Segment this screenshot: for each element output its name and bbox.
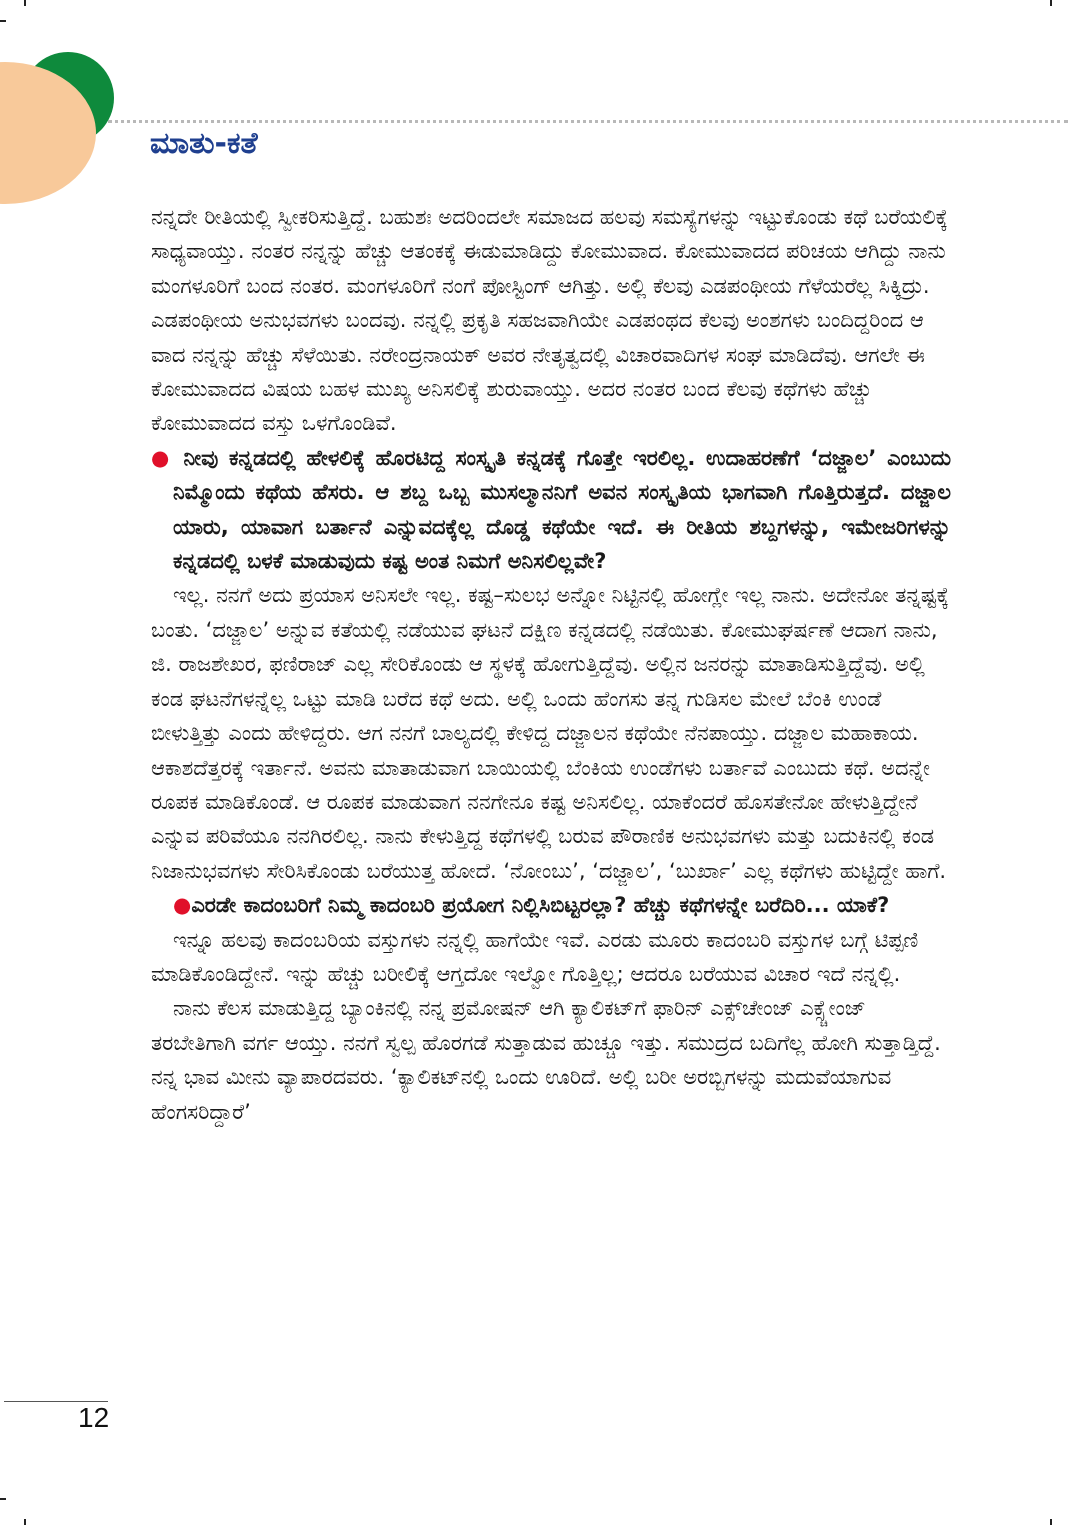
crop-mark-bottom-left bbox=[24, 1519, 26, 1525]
answer-paragraph: ಇಲ್ಲ. ನನಗೆ ಅದು ಪ್ರಯಾಸ ಅನಿಸಲೇ ಇಲ್ಲ. ಕಷ್ಟ–ಸುಲಭ ಅನ್ನೋ ನಿಟ್ಟಿನಲ್ಲಿ ಹೋಗ್ಲೇ ಇಲ್ಲ ನಾನು. ಅದೇನೋ ತನ್ನಷ್ಟಕ್ಕೆ ಬಂತು. ‘ದಜ್ಜಾಲ’ ಅನ್ನುವ ಕತೆಯಲ್ಲಿ ನಡೆಯುವ ಘಟನೆ ದಕ್ಷಿಣ ಕನ್ನಡದಲ್ಲಿ ನಡೆಯಿತು. ಕೋಮುಘರ್ಷಣೆ ಆದಾಗ ನಾನು, ಜಿ. ರಾಜಶೇಖರ, ಫಣಿರಾಜ್ ಎಲ್ಲ ಸೇರಿಕೊಂಡು ಆ ಸ್ಥಳಕ್ಕೆ ಹೋಗುತ್ತಿದ್ದೆವು. ಅಲ್ಲಿನ ಜನರನ್ನು ಮಾತಾಡಿಸುತ್ತಿದ್ದೆವು. ಅಲ್ಲಿ ಕಂಡ ಘಟನೆಗಳನ್ನೆಲ್ಲ ಒಟ್ಟು ಮಾಡಿ ಬರೆದ ಕಥೆ ಅದು. ಅಲ್ಲಿ ಒಂದು ಹೆಂಗಸು ತನ್ನ ಗುಡಿಸಲ ಮೇಲೆ ಬೆಂಕಿ ಉಂಡೆ ಬೀಳುತ್ತಿತ್ತು ಎಂದು ಹೇಳಿದ್ದರು. ಆಗ ನನಗೆ ಬಾಲ್ಯದಲ್ಲಿ ಕೇಳಿದ್ದ ದಜ್ಜಾಲನ ಕಥೆಯೇ ನೆನಪಾಯ್ತು. ದಜ್ಜಾಲ ಮಹಾಕಾಯ. ಆಕಾಶದೆತ್ತರಕ್ಕೆ ಇರ್ತಾನೆ. ಅವನು ಮಾತಾಡುವಾಗ ಬಾಯಿಯಲ್ಲಿ ಬೆಂಕಿಯ ಉಂಡೆಗಳು ಬರ್ತಾವೆ ಎಂಬುದು ಕಥೆ. ಅದನ್ನೇ ರೂಪಕ ಮಾಡಿಕೊಂಡೆ. ಆ ರೂಪಕ ಮಾಡುವಾಗ ನನಗೇನೂ ಕಷ್ಟ ಅನಿಸಲಿಲ್ಲ. ಯಾಕೆಂದರೆ ಹೊಸತೇನೋ ಹೇಳುತ್ತಿದ್ದೇನೆ ಎನ್ನುವ ಪರಿವೆಯೂ ನನಗಿರಲಿಲ್ಲ. ನಾನು ಕೇಳುತ್ತಿದ್ದ ಕಥೆಗಳಲ್ಲಿ ಬರುವ ಪೌರಾಣಿಕ ಅನುಭವಗಳು ಮತ್ತು ಬದುಕಿನಲ್ಲಿ ಕಂಡ ನಿಜಾನುಭವಗಳು ಸೇರಿಸಿಕೊಂಡು ಬರೆಯುತ್ತ ಹೋದೆ. ‘ನೋಂಬು’, ‘ದಜ್ಜಾಲ’, ‘ಬುರ್ಖಾ’ ಎಲ್ಲ ಕಥೆಗಳು ಹುಟ್ಟಿದ್ದೇ ಹಾಗೆ. bbox=[151, 583, 949, 883]
answer-paragraph: ಇನ್ನೂ ಹಲವು ಕಾದಂಬರಿಯ ವಸ್ತುಗಳು ನನ್ನಲ್ಲಿ ಹಾಗೆಯೇ ಇವೆ. ಎರಡು ಮೂರು ಕಾದಂಬರಿ ವಸ್ತುಗಳ ಬಗ್ಗೆ ಟಿಪ್ಪಣಿ ಮಾಡಿಕೊಂಡಿದ್ದೇನೆ. ಇನ್ನು ಹೆಚ್ಚು ಬರೀಲಿಕ್ಕೆ ಆಗ್ತದೋ ಇಲ್ವೋ ಗೊತ್ತಿಲ್ಲ; ಆದರೂ ಬರೆಯುವ ವಿಚಾರ ಇದೆ ನನ್ನಲ್ಲಿ. bbox=[151, 927, 919, 986]
header-dotted-rule bbox=[108, 120, 1068, 123]
question-bullet-icon: ● bbox=[173, 893, 192, 918]
article-body bbox=[151, 200, 951, 1129]
crop-mark-left-upper bbox=[0, 20, 6, 22]
crop-mark-top-left bbox=[24, 0, 26, 6]
question-paragraph: ●ಎರಡೇ ಕಾದಂಬರಿಗೆ ನಿಮ್ಮ ಕಾದಂಬರಿ ಪ್ರಯೋಗ ನಿಲ್ಲಿಸಿಬಿಟ್ಟರಲ್ಲಾ? ಹೆಚ್ಚು ಕಥೆಗಳನ್ನೇ ಬರೆದಿರಿ... ಯಾಕೆ? bbox=[173, 893, 890, 918]
crop-mark-top-right bbox=[1050, 0, 1052, 6]
page-number: 12 bbox=[78, 1402, 110, 1433]
section-title: ಮಾತು-ಕತೆ bbox=[150, 126, 258, 161]
question-paragraph: ● ನೀವು ಕನ್ನಡದಲ್ಲಿ ಹೇಳಲಿಕ್ಕೆ ಹೊರಟಿದ್ದ ಸಂಸ್ಕೃತಿ ಕನ್ನಡಕ್ಕೆ ಗೊತ್ತೇ ಇರಲಿಲ್ಲ. ಉದಾಹರಣೆಗೆ ‘ದಜ್ಜಾಲ’ ಎಂಬುದು ನಿಮ್ಮೊಂದು ಕಥೆಯ ಹೆಸರು. ಆ ಶಬ್ದ ಒಬ್ಬ ಮುಸಲ್ಮಾನನಿಗೆ ಅವನ ಸಂಸ್ಕೃತಿಯ ಭಾಗವಾಗಿ ಗೊತ್ತಿರುತ್ತದೆ. ದಜ್ಜಾಲ ಯಾರು, ಯಾವಾಗ ಬರ್ತಾನೆ ಎನ್ನುವದಕ್ಕೆಲ್ಲ ದೊಡ್ಡ ಕಥೆಯೇ ಇದೆ. ಈ ರೀತಿಯ ಶಬ್ದಗಳನ್ನು, ಇಮೇಜರಿಗಳನ್ನು ಕನ್ನಡದಲ್ಲಿ ಬಳಕೆ ಮಾಡುವುದು ಕಷ್ಟ ಅಂತ ನಿಮಗೆ ಅನಿಸಲಿಲ್ಲವೇ? bbox=[151, 445, 952, 574]
crop-mark-left-lower bbox=[0, 1498, 6, 1500]
crop-mark-bottom-right bbox=[1050, 1519, 1052, 1525]
answer-paragraph: ನನ್ನದೇ ರೀತಿಯಲ್ಲಿ ಸ್ವೀಕರಿಸುತ್ತಿದ್ದೆ. ಬಹುಶಃ ಅದರಿಂದಲೇ ಸಮಾಜದ ಹಲವು ಸಮಸ್ಯೆಗಳನ್ನು ಇಟ್ಟುಕೊಂಡು ಕಥೆ ಬರೆಯಲಿಕ್ಕೆ ಸಾಧ್ಯವಾಯ್ತು. ನಂತರ ನನ್ನನ್ನು ಹೆಚ್ಚು ಆತಂಕಕ್ಕೆ ಈಡುಮಾಡಿದ್ದು ಕೋಮುವಾದ. ಕೋಮುವಾದದ ಪರಿಚಯ ಆಗಿದ್ದು ನಾನು ಮಂಗಳೂರಿಗೆ ಬಂದ ನಂತರ. ಮಂಗಳೂರಿಗೆ ನಂಗೆ ಪೋಸ್ಟಿಂಗ್ ಆಗಿತ್ತು. ಅಲ್ಲಿ ಕೆಲವು ಎಡಪಂಥೀಯ ಗೆಳೆಯರೆಲ್ಲ ಸಿಕ್ಕಿದ್ರು. ಎಡಪಂಥೀಯ ಅನುಭವಗಳು ಬಂದವು. ನನ್ನಲ್ಲಿ ಪ್ರಕೃತಿ ಸಹಜವಾಗಿಯೇ ಎಡಪಂಥದ ಕೆಲವು ಅಂಶಗಳು ಬಂದಿದ್ದರಿಂದ ಆ ವಾದ ನನ್ನನ್ನು ಹೆಚ್ಚು ಸೆಳೆಯಿತು. ನರೇಂದ್ರನಾಯಕ್ ಅವರ ನೇತೃತ್ವದಲ್ಲಿ ವಿಚಾರವಾದಿಗಳ ಸಂಘ ಮಾಡಿದೆವು. ಆಗಲೇ ಈ ಕೋಮುವಾದದ ವಿಷಯ ಬಹಳ ಮುಖ್ಯ ಅನಿಸಲಿಕ್ಕೆ ಶುರುವಾಯ್ತು. ಅದರ ನಂತರ ಬಂದ ಕೆಲವು ಕಥೆಗಳು ಹೆಚ್ಚು ಕೋಮುವಾದದ ವಸ್ತು ಒಳಗೊಂಡಿವೆ. bbox=[151, 205, 948, 436]
answer-paragraph: ನಾನು ಕೆಲಸ ಮಾಡುತ್ತಿದ್ದ ಬ್ಯಾಂಕಿನಲ್ಲಿ ನನ್ನ ಪ್ರಮೋಷನ್ ಆಗಿ ಕ್ಯಾಲಿಕಟ್‌ಗೆ ಫಾರಿನ್ ಎಕ್ಸ್‌ಚೇಂಜ್ ಎಕ್ಸ್ಚೇಂಜ್ ತರಬೇತಿಗಾಗಿ ವರ್ಗ ಆಯ್ತು. ನನಗೆ ಸ್ವಲ್ಪ ಹೊರಗಡೆ ಸುತ್ತಾಡುವ ಹುಚ್ಚೂ ಇತ್ತು. ಸಮುದ್ರದ ಬದಿಗೆಲ್ಲ ಹೋಗಿ ಸುತ್ತಾಡ್ತಿದ್ದೆ. ನನ್ನ ಭಾವ ಮೀನು ವ್ಯಾಪಾರದವರು. ‘ಕ್ಯಾಲಿಕಟ್‌ನಲ್ಲಿ ಒಂದು ಊರಿದೆ. ಅಲ್ಲಿ ಬರೀ ಅರಬ್ಬಿಗಳನ್ನು ಮದುವೆಯಾಗುವ ಹೆಂಗಸರಿದ್ದಾರೆ’ bbox=[151, 996, 941, 1124]
question-bullet-icon: ● bbox=[151, 445, 173, 470]
